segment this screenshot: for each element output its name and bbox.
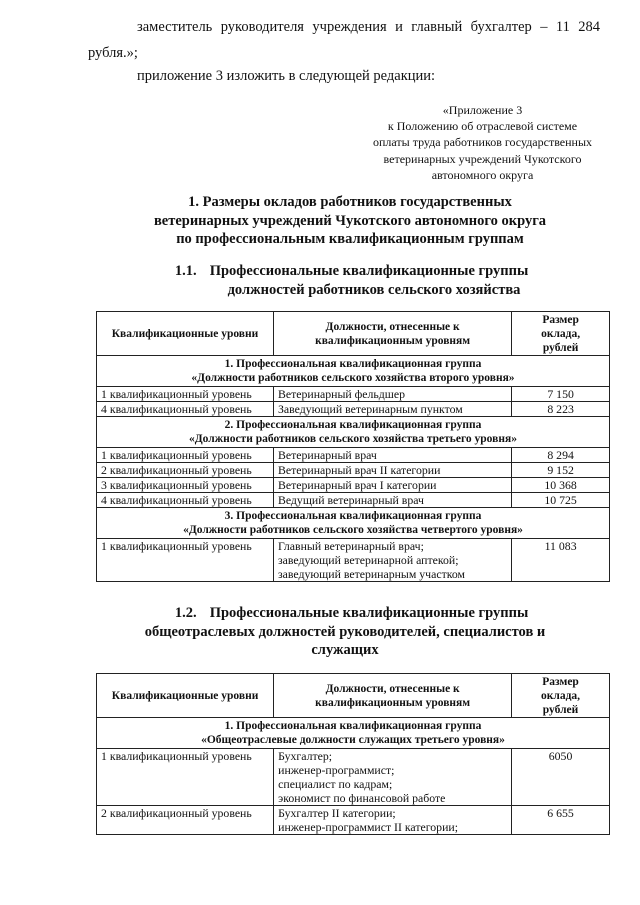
- appendix-line: автономного округа: [431, 167, 534, 182]
- table-row: [97, 749, 610, 806]
- group-header-row: [97, 718, 610, 749]
- section-1-title-line: ветеринарных учреждений Чукотского автономного округа: [153, 212, 547, 229]
- header-levels: Квалификационные уровни: [97, 312, 274, 356]
- table-agriculture-positions: [96, 311, 610, 582]
- position-name: Ветеринарный врач: [277, 448, 377, 462]
- subsection-number: 1.2.: [174, 605, 197, 621]
- qualification-level: 3 квалификационный уровень: [97, 478, 274, 493]
- position-name: Заведующий ветеринарным пунктом: [277, 402, 463, 416]
- position-name: специалист по кадрам;: [278, 777, 393, 791]
- group-title: 2. Профессиональная квалификационная группа «Должности работников сельского хозяйства третьего уровня»: [97, 417, 610, 448]
- position-name: инженер-программист;: [278, 763, 395, 777]
- position-name: экономист по финансовой работе: [278, 791, 446, 805]
- subsection-1-1-title: [95, 262, 595, 299]
- positions: [273, 493, 511, 508]
- qualification-level: 1 квалификационный уровень: [97, 749, 274, 806]
- subsection-number: 1.1.: [174, 263, 197, 279]
- qualification-level: 2 квалификационный уровень: [97, 463, 274, 478]
- intro-line-1: заместитель руководителя учреждения и главный бухгалтер – 11 284: [137, 19, 600, 35]
- section-1-title-line: по профессиональным квалификационным группам: [176, 231, 524, 247]
- table-row: [97, 478, 610, 493]
- group-title: 1. Профессиональная квалификационная группа «Общеотраслевые должности служащих третьего уровня»: [97, 718, 610, 749]
- appendix-line: ветеринарных учреждений Чукотского: [383, 151, 582, 166]
- section-1-title: [90, 193, 610, 249]
- position-name: заведующий ветеринарным участком: [277, 567, 466, 581]
- table-row: [97, 539, 610, 582]
- section-1-title-line: 1. Размеры окладов работников государственных: [188, 194, 512, 210]
- salary-amount: 8 294: [512, 448, 610, 463]
- table-row: [97, 806, 610, 835]
- table-row: [97, 463, 610, 478]
- salary-amount: 11 083: [512, 539, 610, 582]
- appendix-line: к Положению об отраслевой системе: [387, 119, 578, 134]
- intro-line-3: приложение 3 изложить в следующей редакции:: [137, 68, 436, 84]
- qualification-level: 1 квалификационный уровень: [97, 387, 274, 402]
- header-levels: Квалификационные уровни: [97, 674, 274, 718]
- positions: [273, 539, 511, 582]
- position-name: Бухгалтер;: [278, 749, 333, 763]
- qualification-level: 2 квалификационный уровень: [97, 806, 274, 835]
- salary-amount: 6 655: [512, 806, 610, 835]
- subsection-title-line: должностей работников сельского хозяйства: [227, 281, 521, 298]
- group-header-row: [97, 356, 610, 387]
- position-name: Ветеринарный фельдшер: [277, 387, 406, 401]
- subsection-title-line: служащих: [311, 642, 379, 658]
- header-positions: Должности, отнесенные к квалификационным уровням: [273, 312, 511, 356]
- position-name: Ветеринарный врач I категории: [277, 478, 437, 492]
- salary-amount: 10 368: [512, 478, 610, 493]
- position-name: Ветеринарный врач II категории: [277, 463, 441, 477]
- positions: [273, 478, 511, 493]
- table-row: [97, 402, 610, 417]
- salary-amount: 8 223: [512, 402, 610, 417]
- subsection-1-2-title: [95, 604, 595, 660]
- salary-amount: 7 150: [512, 387, 610, 402]
- positions: [273, 402, 511, 417]
- group-header-row: [97, 508, 610, 539]
- position-name: Главный ветеринарный врач;: [277, 539, 424, 553]
- header-positions: Должности, отнесенные к квалификационным уровням: [274, 674, 512, 718]
- salary-amount: 10 725: [512, 493, 610, 508]
- positions: [273, 463, 511, 478]
- table-row: [97, 387, 610, 402]
- positions: [273, 448, 511, 463]
- table-general-positions: [96, 673, 610, 835]
- positions: [273, 387, 511, 402]
- positions: [274, 749, 512, 806]
- salary-amount: 9 152: [512, 463, 610, 478]
- group-title: 3. Профессиональная квалификационная группа «Должности работников сельского хозяйства четвертого уровня»: [97, 508, 610, 539]
- table-row: [97, 493, 610, 508]
- position-name: инженер-программист II категории;: [278, 820, 458, 834]
- appendix-reference: [355, 102, 610, 183]
- appendix-line: оплаты труда работников государственных: [372, 135, 593, 150]
- position-name: заведующий ветеринарной аптекой;: [277, 553, 459, 567]
- subsection-title-line: Профессиональные квалификационные группы: [209, 605, 529, 621]
- group-title: 1. Профессиональная квалификационная группа «Должности работников сельского хозяйства второго уровня»: [97, 356, 610, 387]
- header-salary: Размер оклада, рублей: [512, 674, 610, 718]
- subsection-title-line: общеотраслевых должностей руководителей, специалистов и: [144, 623, 546, 640]
- qualification-level: 4 квалификационный уровень: [97, 493, 274, 508]
- header-salary: Размер оклада, рублей: [512, 312, 610, 356]
- subsection-title-line: Профессиональные квалификационные группы: [209, 263, 529, 279]
- qualification-level: 1 квалификационный уровень: [97, 539, 274, 582]
- position-name: Ведущий ветеринарный врач: [277, 493, 424, 507]
- group-header-row: [97, 417, 610, 448]
- appendix-line: «Приложение 3: [442, 103, 523, 117]
- position-name: Бухгалтер II категории;: [278, 806, 396, 820]
- positions: [274, 806, 512, 835]
- table-row: [97, 448, 610, 463]
- qualification-level: 1 квалификационный уровень: [97, 448, 274, 463]
- qualification-level: 4 квалификационный уровень: [97, 402, 274, 417]
- intro-line-2: рубля.»;: [88, 45, 138, 61]
- salary-amount: 6050: [512, 749, 610, 806]
